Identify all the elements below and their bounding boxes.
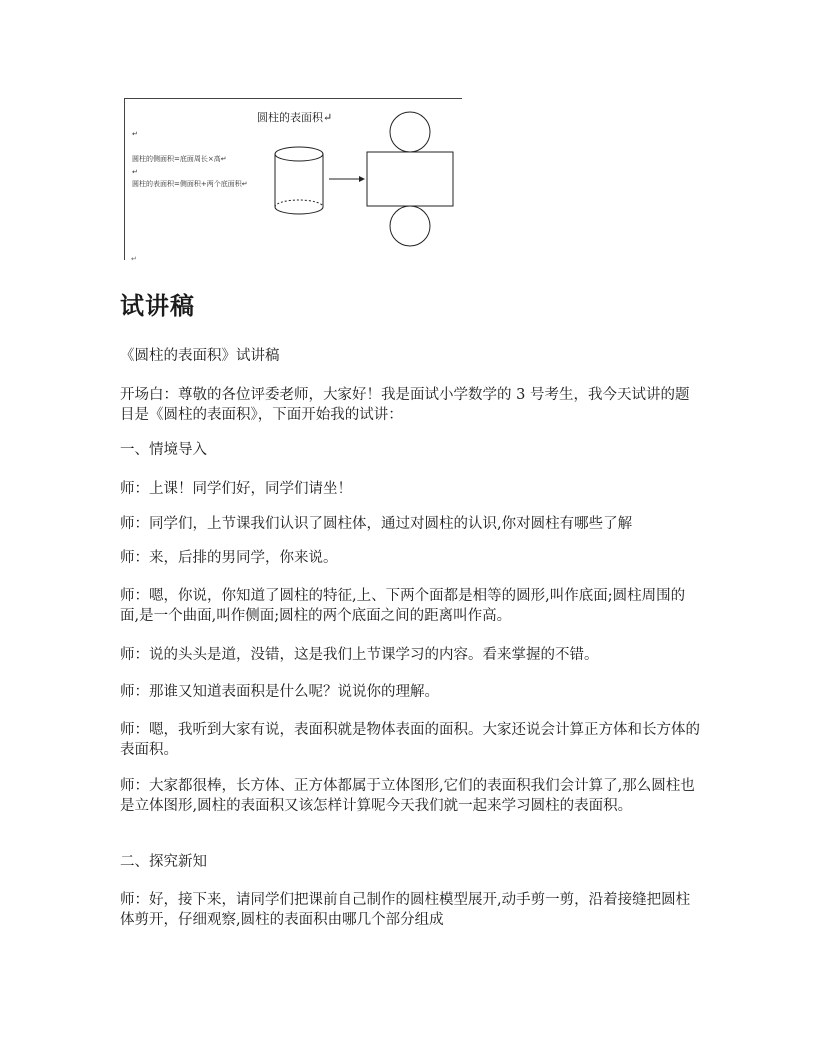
paragraph: 师：嗯，你说，你知道了圆柱的特征,上、下两个面都是相等的圆形,叫作底面;圆柱周围的面,是一个曲面,叫作侧面;圆柱的两个底面之间的距离叫作高。 [120,588,686,624]
paragraph: 《圆柱的表面积》试讲稿 [120,348,280,364]
page-heading: 试讲稿 [120,292,195,320]
paragraph: 师：那谁又知道表面积是什么呢？说说你的理解。 [120,684,439,700]
paragraph: 开场白：尊敬的各位评委老师，大家好！我是面试小学数学的 3 号考生，我今天试讲的题目是《圆柱的表面积》，下面开始我的试讲： [120,387,690,423]
paragraph: 师：大家都很棒，长方体、正方体都属于立体图形,它们的表面积我们会计算了,那么圆柱也是立体图形,圆柱的表面积又该怎样计算呢今天我们就一起来学习圆柱的表面积。 [120,778,695,814]
paragraph: 师：说的头头是道，没错，这是我们上节课学习的内容。看来掌握的不错。 [120,647,599,663]
paragraph: 师：好，接下来，请同学们把课前自己制作的圆柱模型展开,动手剪一剪，沿着接缝把圆柱体剪开，仔细观察,圆柱的表面积由哪几个部分组成 [120,892,691,928]
cylinder-surface-area-figure [124,98,462,263]
figure-line: ↵ [132,168,138,176]
section-heading: 一、情境导入 [120,442,207,458]
cylinder-shape [275,147,323,214]
figure-line: 圆柱的表面积=侧面积+两个底面积↵ [132,180,248,188]
figure-title: 圆柱的表面积↵ [257,111,333,124]
arrow-icon [329,176,365,182]
figure-end-mark: ↵ [131,255,137,263]
paragraph: 师：同学们，上节课我们认识了圆柱体，通过对圆柱的认识,你对圆柱有哪些了解 [120,516,633,532]
cylinder-net [367,112,453,246]
paragraph: 师：来，后排的男同学，你来说。 [120,550,338,566]
paragraph: 师：嗯，我听到大家有说，表面积就是物体表面的面积。大家还说会计算正方体和长方体的表面积。 [120,722,700,758]
paragraph: 师：上课！同学们好，同学们请坐！ [120,481,352,497]
section-heading: 二、探究新知 [120,854,207,870]
figure-line: 圆柱的侧面积=底面周长×高↵ [132,155,227,163]
figure-line: ↵ [132,130,138,138]
